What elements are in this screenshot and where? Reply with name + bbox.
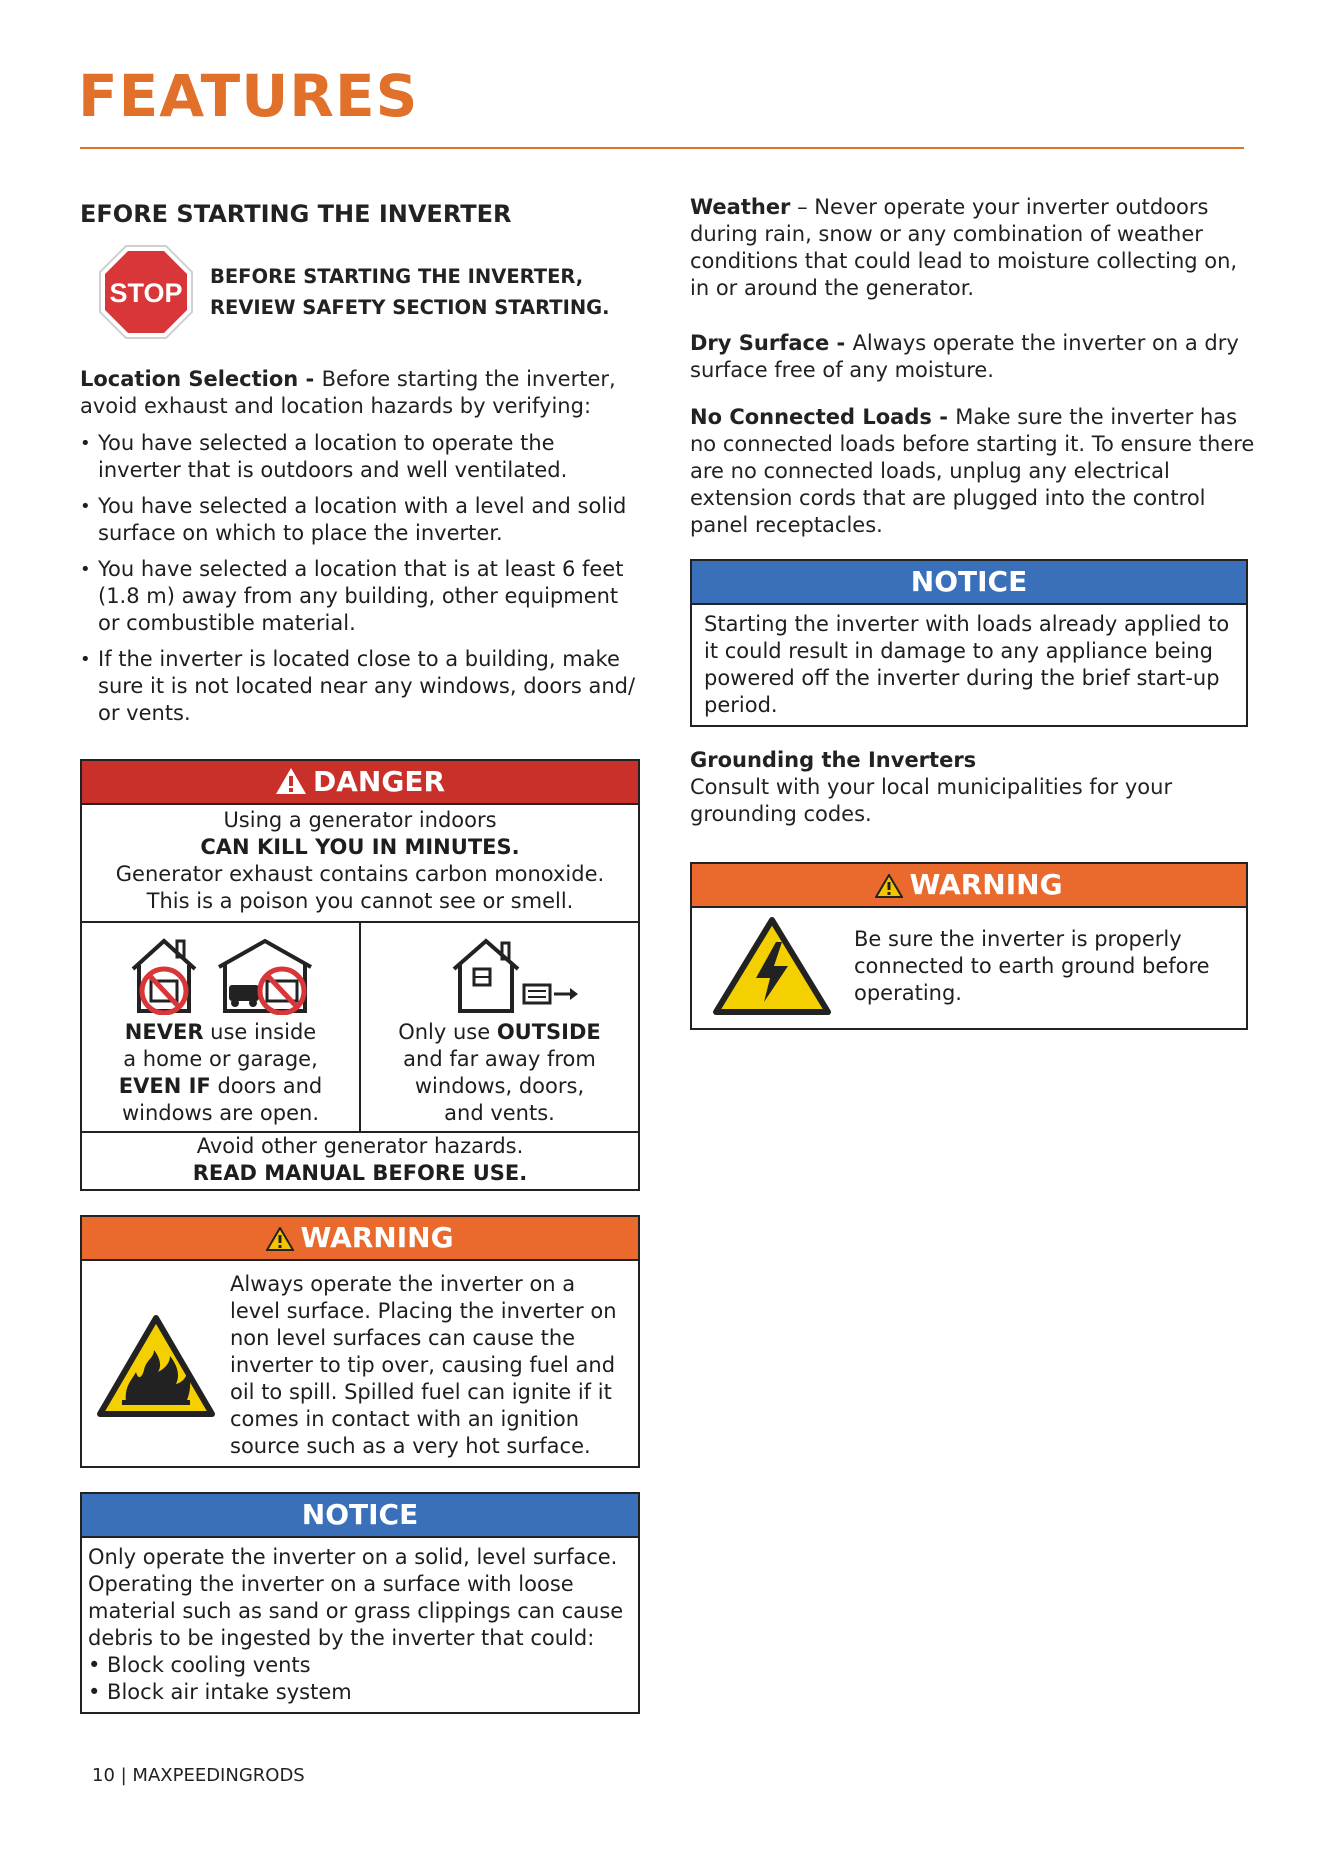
warning-header xyxy=(82,1217,638,1261)
even-if-label: EVEN IF xyxy=(118,1074,211,1098)
stop-line-1: BEFORE STARTING THE INVERTER, xyxy=(210,265,584,288)
never-text-d: windows are open. xyxy=(121,1101,319,1125)
danger-header xyxy=(82,761,638,805)
weather-label: Weather xyxy=(690,195,791,219)
warning-triangle-icon xyxy=(266,1227,294,1251)
danger-box xyxy=(80,759,640,1191)
dry-surface-text: Always operate the inverter on a dry surface free of any moisture. xyxy=(690,331,1239,382)
list-item: • If the inverter is located close to a building, make sure it is not located near any windows, doors and/ or vents. xyxy=(80,646,640,727)
notice-text-loads: Starting the inverter with loads already applied to it could result in damage to any appliance being powered off the inverter during the brief start-up period. xyxy=(704,612,1230,717)
danger-title: DANGER xyxy=(312,765,445,798)
danger-pictograms xyxy=(82,923,638,1133)
danger-line-2: CAN KILL YOU IN MINUTES. xyxy=(200,835,520,859)
danger-footer xyxy=(82,1133,638,1189)
warning-text-ground: Be sure the inverter is properly connected to earth ground before operating. xyxy=(854,926,1210,1005)
warning-title: WARNING xyxy=(300,1221,454,1254)
weather-paragraph xyxy=(690,194,1260,302)
house-no-generator-icon xyxy=(127,933,201,1015)
outside-text-b: and far away from xyxy=(403,1047,596,1071)
warning-box-fire xyxy=(80,1215,640,1468)
stop-sign-icon xyxy=(98,244,194,340)
title-divider xyxy=(80,147,1244,149)
notice-box-surface xyxy=(80,1492,640,1714)
never-text-a: use inside xyxy=(203,1020,317,1044)
stop-notice xyxy=(80,244,640,340)
notice-header-loads: NOTICE xyxy=(692,561,1246,605)
grounding-title: Grounding the Inverters xyxy=(690,748,977,772)
page-title: FEATURES xyxy=(78,62,419,130)
page-footer: 10 | MAXPEEDINGRODS xyxy=(92,1765,305,1786)
list-item: • You have selected a location with a level and solid surface on which to place the inverter. xyxy=(80,493,640,547)
right-column xyxy=(690,194,1260,1054)
location-bullets xyxy=(80,430,640,727)
warning-triangle-icon xyxy=(875,874,903,898)
stop-sign-label: STOP xyxy=(109,278,183,308)
warning-header-ground xyxy=(692,864,1246,908)
danger-bottom-1: Avoid other generator hazards. xyxy=(196,1134,524,1158)
house-generator-outside-icon xyxy=(420,933,580,1015)
outside-label: OUTSIDE xyxy=(496,1020,601,1044)
outside-text-c: windows, doors, xyxy=(414,1074,585,1098)
electrical-hazard-icon xyxy=(712,916,832,1016)
section-heading: EFORE STARTING THE INVERTER xyxy=(80,200,512,228)
warning-box-ground xyxy=(690,862,1248,1030)
never-label: NEVER xyxy=(124,1020,204,1044)
grounding-paragraph xyxy=(690,747,1260,828)
notice-item-2: • Block air intake system xyxy=(88,1680,352,1704)
connected-loads-label: No Connected Loads - xyxy=(690,405,956,429)
dry-surface-paragraph xyxy=(690,330,1260,384)
never-text-b: a home or garage, xyxy=(123,1047,318,1071)
outside-text-a: Only use xyxy=(398,1020,497,1044)
never-inside-cell xyxy=(82,923,361,1131)
connected-loads-paragraph xyxy=(690,404,1260,539)
notice-item-1: • Block cooling vents xyxy=(88,1653,311,1677)
danger-line-3: Generator exhaust contains carbon monoxide. xyxy=(115,862,605,886)
list-item: • You have selected a location that is at least 6 feet (1.8 m) away from any building, other equipment or combustible material. xyxy=(80,556,640,637)
connected-loads-text: Make sure the inverter has no connected loads before starting it. To ensure there are no connected loads, unplug any electrical extension cords that are plugged into the control panel receptacles. xyxy=(690,405,1255,537)
notice-header: NOTICE xyxy=(82,1494,638,1538)
dry-surface-label: Dry Surface - xyxy=(690,331,853,355)
weather-text: – Never operate your inverter outdoors during rain, snow or any combination of weather conditions that could lead to moisture collecting on, in or around the generator. xyxy=(690,195,1238,300)
alert-triangle-icon xyxy=(275,767,307,795)
notice-box-loads xyxy=(690,559,1248,727)
danger-message xyxy=(82,805,638,923)
danger-line-1: Using a generator indoors xyxy=(223,808,497,832)
grounding-text: Consult with your local municipalities for your grounding codes. xyxy=(690,775,1173,826)
outside-text-d: and vents. xyxy=(444,1101,555,1125)
warning-title-ground: WARNING xyxy=(909,868,1063,901)
garage-no-generator-icon xyxy=(215,933,315,1015)
left-column xyxy=(80,200,640,1738)
outside-only-cell xyxy=(361,923,638,1131)
stop-line-2: REVIEW SAFETY SECTION STARTING. xyxy=(210,296,610,319)
fire-hazard-icon xyxy=(96,1314,216,1418)
list-item: • You have selected a location to operate the inverter that is outdoors and well ventilated. xyxy=(80,430,640,484)
location-label: Location Selection - xyxy=(80,367,322,391)
notice-text: Only operate the inverter on a solid, level surface. Operating the inverter on a surface with loose material such as sand or grass clippings can cause debris to be ingested by the inverter that could: xyxy=(88,1545,624,1650)
danger-line-4: This is a poison you cannot see or smell. xyxy=(146,889,574,913)
location-selection xyxy=(80,366,640,420)
never-text-c: doors and xyxy=(210,1074,323,1098)
location-text: Before starting the inverter, avoid exhaust and location hazards by verifying: xyxy=(80,367,616,418)
danger-bottom-2: READ MANUAL BEFORE USE. xyxy=(192,1161,528,1185)
warning-text-fire: Always operate the inverter on a level surface. Placing the inverter on non level surfaces can cause the inverter to tip over, causing fuel and oil to spill. Spilled fuel can ignite if it comes in contact with an ignition source such as a very hot surface. xyxy=(230,1272,617,1458)
